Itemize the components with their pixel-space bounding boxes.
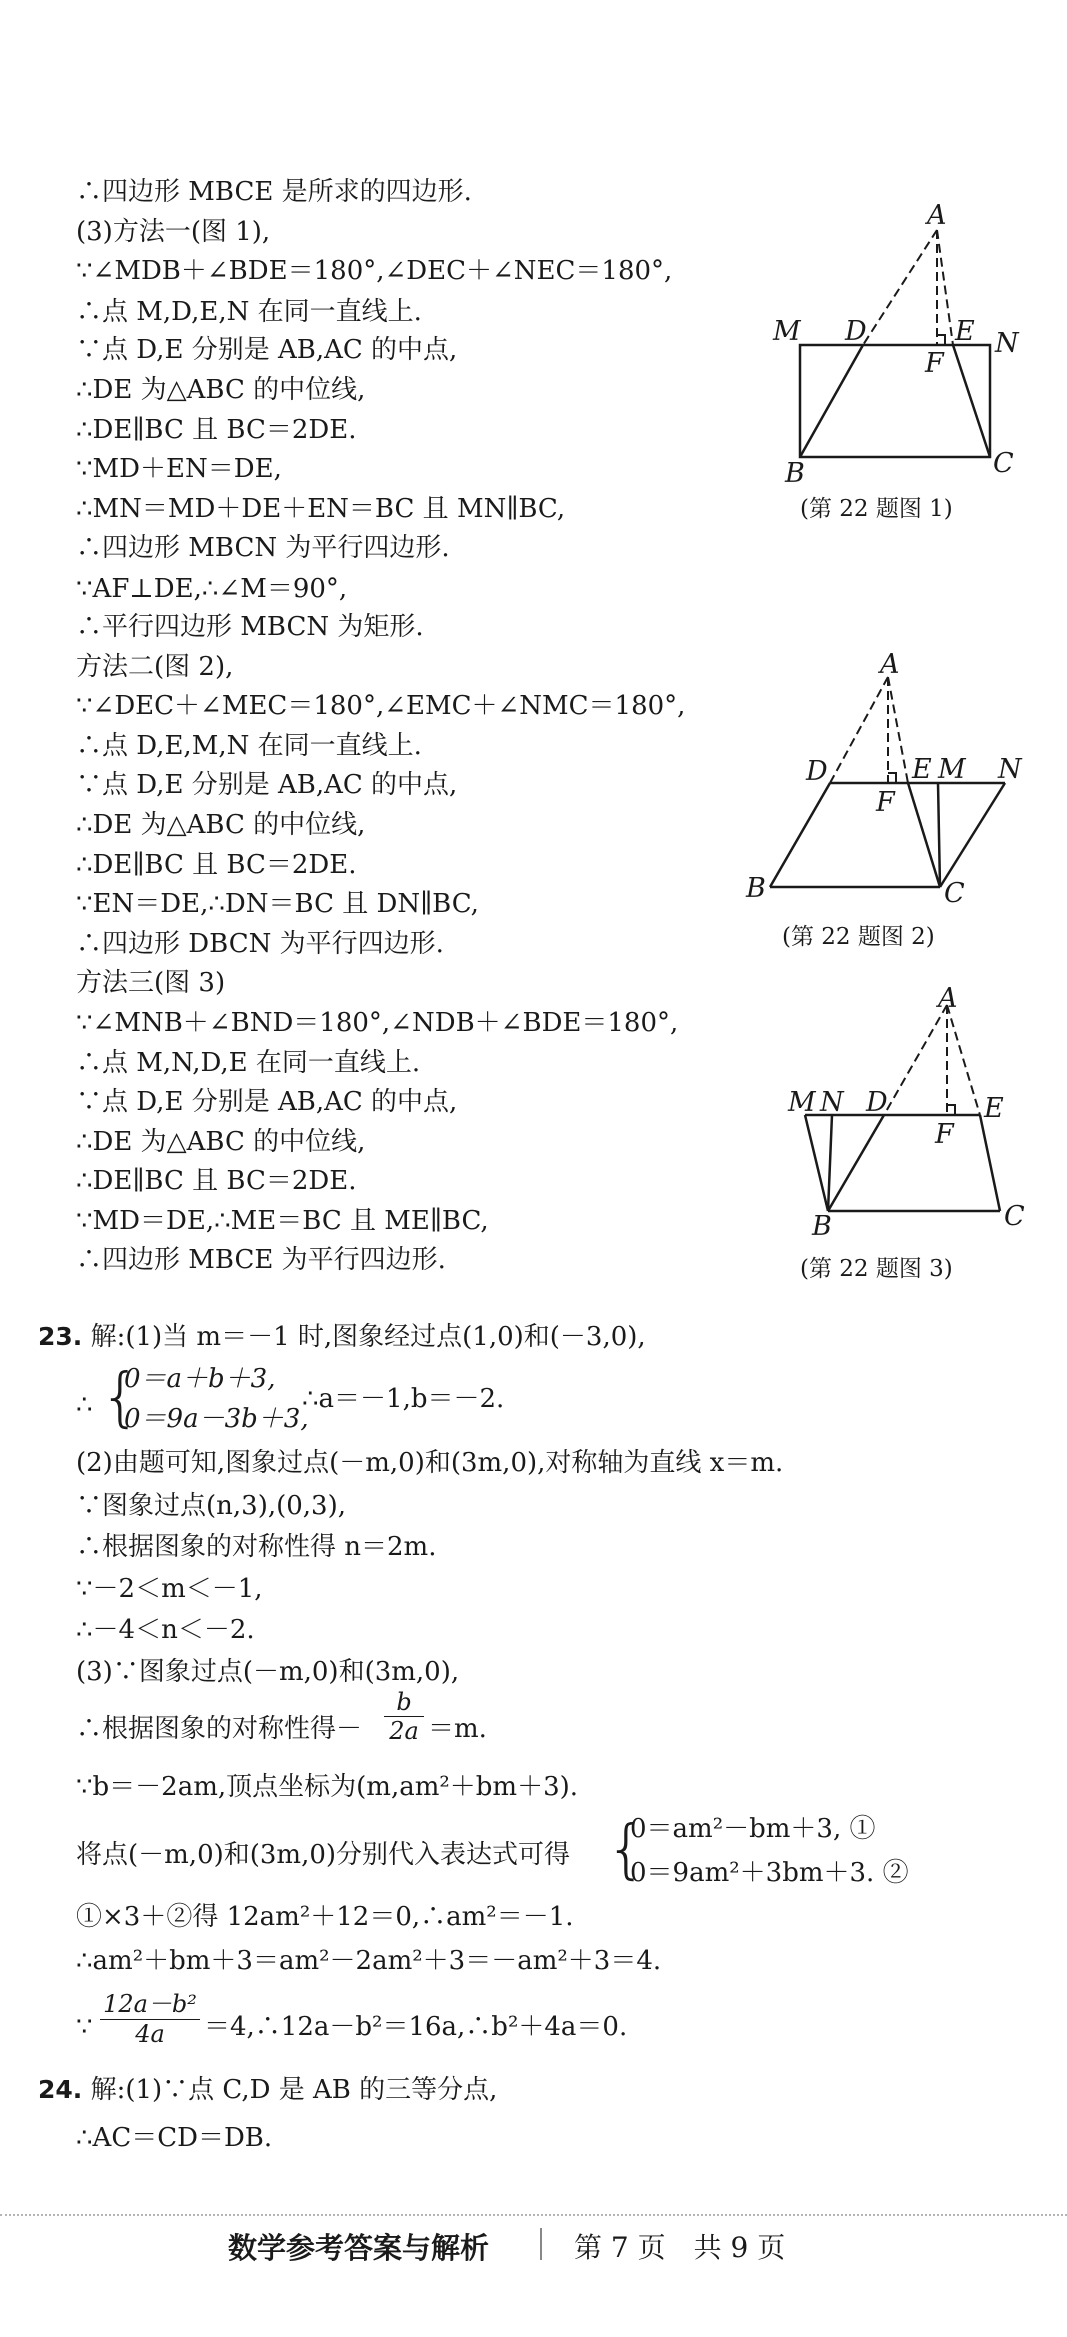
q23-sys2-b: 0＝9am²＋3bm＋3. ② xyxy=(630,1858,909,1888)
segment-ec xyxy=(980,1115,1000,1211)
solution-line: ∵MD＝DE,∴ME＝BC 且 ME∥BC, xyxy=(76,1206,489,1236)
rect-mbcn xyxy=(800,345,990,457)
svg-text:N: N xyxy=(998,754,1022,785)
q23-p3-6: ∴am²＋bm＋3＝am²－2am²＋3＝－am²＋3＝4. xyxy=(76,1946,662,1976)
solution-line: ∴平行四边形 MBCN 为矩形. xyxy=(76,612,424,642)
label-a: A xyxy=(927,200,947,231)
caption-fig-3: (第 22 题图 3) xyxy=(800,1256,953,1282)
solution-line: 方法三(图 3) xyxy=(76,968,226,998)
q23-p3-1: (3)∵图象过点(－m,0)和(3m,0), xyxy=(76,1657,460,1687)
footer-divider xyxy=(0,2214,1067,2216)
solution-line: ∴四边形 MBCN 为平行四边形. xyxy=(76,533,450,563)
solution-line: ∵点 D,E 分别是 AB,AC 的中点, xyxy=(76,1087,458,1117)
label-d: D xyxy=(845,316,867,347)
q23-frac-b-2a: $\frac{b}{2a}$ xyxy=(384,1688,424,1745)
right-angle-mark xyxy=(937,335,945,345)
solution-line: ∴DE∥BC 且 BC＝2DE. xyxy=(76,850,357,880)
solution-line: ∵∠DEC＋∠MEC＝180°,∠EMC＋∠NMC＝180°, xyxy=(76,691,686,721)
q23-p3-2-pre: ∴根据图象的对称性得－ xyxy=(76,1714,363,1744)
solution-line: ∴四边形 MBCE 为平行四边形. xyxy=(76,1245,446,1275)
segment-mc xyxy=(938,783,940,887)
label-b: B xyxy=(785,458,805,489)
solution-line: ∴DE 为△ABC 的中位线, xyxy=(76,810,366,840)
solution-line: ∵AF⊥DE,∴∠M＝90°, xyxy=(76,574,348,604)
solution-line: (3)方法一(图 1), xyxy=(76,217,271,247)
label-n: N xyxy=(995,328,1019,359)
svg-text:F: F xyxy=(876,787,895,818)
svg-text:D: D xyxy=(866,1087,888,1118)
caption-fig-1: (第 22 题图 1) xyxy=(800,496,953,522)
q23-p2-2: ∵图象过点(n,3),(0,3), xyxy=(76,1491,347,1521)
solution-line: ∵点 D,E 分别是 AB,AC 的中点, xyxy=(76,335,458,365)
solution-line: ∴四边形 MBCE 是所求的四边形. xyxy=(76,177,472,207)
q23-p3-7-pre: ∵ xyxy=(76,2012,93,2042)
q23-frac-12a: $\frac{\text{12a－b²}}{4a}$ xyxy=(100,1984,200,2048)
solution-line: ∵MD＋EN＝DE, xyxy=(76,454,282,484)
label-e: E xyxy=(955,316,975,347)
svg-text:E: E xyxy=(984,1093,1004,1124)
svg-text:C: C xyxy=(1004,1201,1025,1232)
svg-text:A: A xyxy=(938,983,958,1014)
svg-text:E: E xyxy=(912,754,932,785)
q24-number: 24. xyxy=(38,2075,83,2104)
segment-nc xyxy=(940,783,1005,887)
solution-line: ∵∠MNB＋∠BND＝180°,∠NDB＋∠BDE＝180°, xyxy=(76,1008,679,1038)
dash-ae xyxy=(937,230,953,345)
q23-line-1: 23. 解:(1)当 m＝－1 时,图象经过点(1,0)和(－3,0), xyxy=(38,1322,646,1352)
solution-line: ∵∠MDB＋∠BDE＝180°,∠DEC＋∠NEC＝180°, xyxy=(76,256,673,286)
solution-line: ∴MN＝MD＋DE＋EN＝BC 且 MN∥BC, xyxy=(76,494,566,524)
q23-therefore: ∴ xyxy=(76,1390,93,1420)
segment-nb xyxy=(828,1115,832,1211)
segment-db xyxy=(828,1115,884,1211)
q23-sys2-a: 0＝am²－bm＋3, ① xyxy=(630,1814,876,1844)
svg-text:B: B xyxy=(812,1211,832,1242)
solution-line: ∴点 M,N,D,E 在同一直线上. xyxy=(76,1048,421,1078)
figure-22-2 xyxy=(740,649,1030,909)
solution-line: ∴四边形 DBCN 为平行四边形. xyxy=(76,929,444,959)
q23-p3-5: ①×3＋②得 12am²＋12＝0,∴am²＝－1. xyxy=(76,1902,574,1932)
q23-brace-2: { xyxy=(606,1813,647,1887)
q23-sys1-a: 0＝a＋b＋3, xyxy=(124,1364,276,1394)
solution-line: ∴DE 为△ABC 的中位线, xyxy=(76,1127,366,1157)
q23-brace-1: { xyxy=(100,1361,141,1435)
figure-22-3 xyxy=(788,983,1050,1242)
solution-line: ∴点 M,D,E,N 在同一直线上. xyxy=(76,297,422,327)
segment-mb xyxy=(805,1115,828,1211)
svg-text:M: M xyxy=(938,754,966,785)
solution-line: ∴点 D,E,M,N 在同一直线上. xyxy=(76,731,422,761)
q23-p2-4: ∵－2＜m＜－1, xyxy=(76,1574,263,1604)
segment-db xyxy=(770,783,830,887)
q23-p2-3: ∴根据图象的对称性得 n＝2m. xyxy=(76,1532,437,1562)
q24-line-1: 24. 解:(1)∵点 C,D 是 AB 的三等分点, xyxy=(38,2075,498,2105)
segment-db xyxy=(800,345,863,457)
svg-text:A: A xyxy=(880,649,900,680)
footer-separator xyxy=(540,2228,542,2260)
footer-page-number: 第 7 页 共 9 页 xyxy=(574,2231,786,2264)
solution-line: ∴DE∥BC 且 BC＝2DE. xyxy=(76,415,357,445)
segment-ec xyxy=(908,783,940,887)
solution-line: 方法二(图 2), xyxy=(76,652,234,682)
svg-text:F: F xyxy=(935,1119,954,1150)
svg-text:M: M xyxy=(788,1087,816,1118)
q23-sys1-result: ∴a＝－1,b＝－2. xyxy=(302,1384,505,1414)
q23-p3-3: ∵b＝－2am,顶点坐标为(m,am²＋bm＋3). xyxy=(76,1772,579,1802)
label-f: F xyxy=(925,348,944,379)
svg-text:C: C xyxy=(944,878,965,909)
solution-line: ∵EN＝DE,∴DN＝BC 且 DN∥BC, xyxy=(76,889,479,919)
label-c: C xyxy=(993,448,1014,479)
svg-text:B: B xyxy=(746,873,766,904)
q23-p2-1: (2)由题可知,图象过点(－m,0)和(3m,0),对称轴为直线 x＝m. xyxy=(76,1448,784,1478)
q23-sys1-b: 0＝9a－3b＋3, xyxy=(124,1404,309,1434)
segment-ec xyxy=(953,345,990,457)
svg-text:D: D xyxy=(806,756,828,787)
q23-p3-4-pre: 将点(－m,0)和(3m,0)分别代入表达式可得 xyxy=(76,1840,571,1870)
q23-p3-2-post: ＝m. xyxy=(428,1714,487,1744)
svg-text:N: N xyxy=(820,1087,844,1118)
footer-title: 数学参考答案与解析 xyxy=(228,2231,490,2265)
q24-line-2: ∴AC＝CD＝DB. xyxy=(76,2123,273,2153)
dash-ad xyxy=(863,230,937,345)
solution-line: ∵点 D,E 分别是 AB,AC 的中点, xyxy=(76,770,458,800)
caption-fig-2: (第 22 题图 2) xyxy=(782,924,935,950)
solution-line: ∴DE∥BC 且 BC＝2DE. xyxy=(76,1166,357,1196)
figure-22-1 xyxy=(773,200,1019,489)
q23-p2-5: ∴－4＜n＜－2. xyxy=(76,1615,255,1645)
solution-line: ∴DE 为△ABC 的中位线, xyxy=(76,375,366,405)
q23-number: 23. xyxy=(38,1322,83,1351)
label-m: M xyxy=(773,316,801,347)
q23-p3-7-post: ＝4,∴12a－b²＝16a,∴b²＋4a＝0. xyxy=(204,2012,628,2042)
